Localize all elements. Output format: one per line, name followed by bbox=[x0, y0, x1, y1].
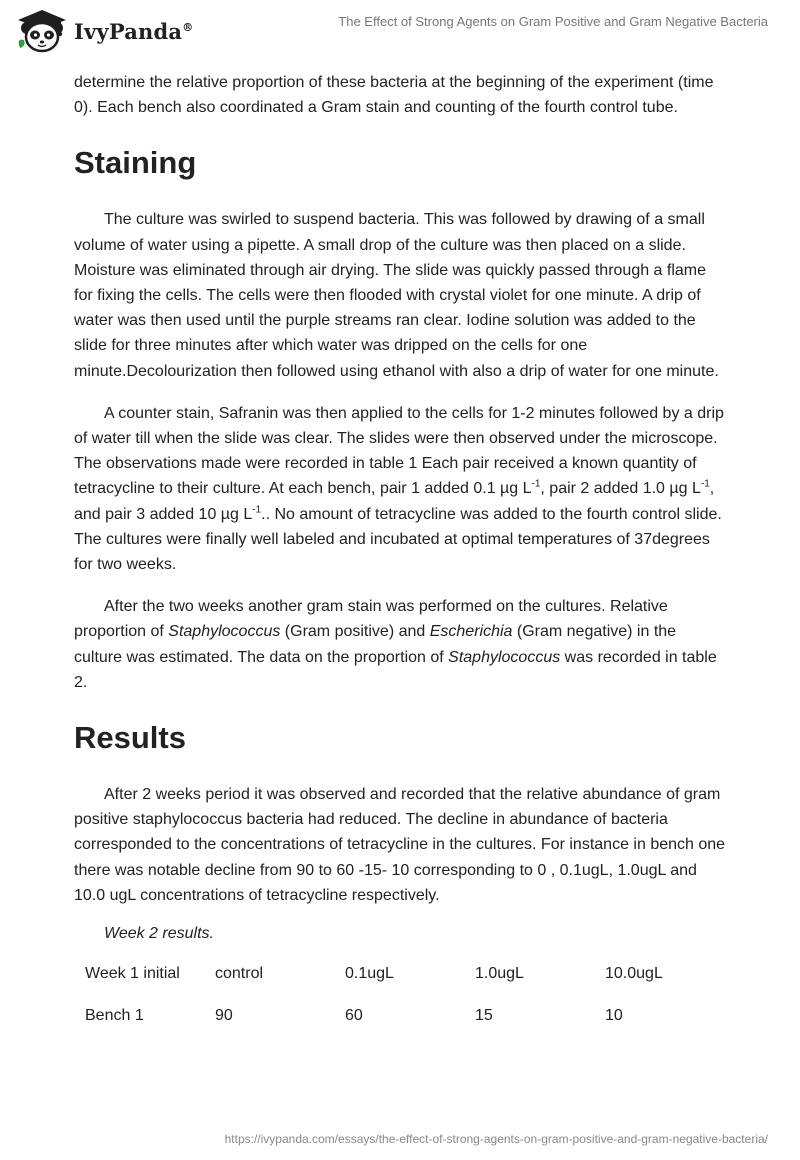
results-paragraph: After 2 weeks period it was observed and recorded that the relative abundance of gram positive staphylococcus bacteria had reduced. The decline in abundance of bacteria corresponded to the concentrations of tetracycline in the cultures. For instance in bench one there was notable decline from 90 to 60 -15- 10 corresponding to 0 , 0.1ugL, 1.0ugL and 10.0 ugL concentrations of tetracycline respectively. bbox=[74, 786, 726, 904]
brand-logo[interactable] bbox=[14, 8, 193, 54]
table-cell: 15 bbox=[475, 1007, 493, 1025]
intro-paragraph: determine the relative proportion of these bacteria at the beginning of the experiment (time 0). Each bench also coordinated a Gram stain and counting of the fourth control tube. bbox=[74, 74, 714, 117]
table-row bbox=[74, 995, 724, 1037]
document-title: The Effect of Strong Agents on Gram Positive and Gram Negative Bacteria bbox=[338, 14, 768, 29]
source-url[interactable]: https://ivypanda.com/essays/the-effect-of-strong-agents-on-gram-positive-and-gram-negative-bacteria/ bbox=[224, 1132, 768, 1146]
table-header-cell: control bbox=[215, 965, 264, 983]
table-header-cell: 1.0ugL bbox=[475, 965, 524, 983]
table-cell: 90 bbox=[215, 1007, 233, 1025]
table-cell: Bench 1 bbox=[85, 1007, 144, 1025]
staining-heading: Staining bbox=[74, 145, 197, 181]
table-caption: Week 2 results. bbox=[104, 925, 214, 943]
page-header bbox=[0, 0, 800, 62]
table-header-row bbox=[74, 953, 724, 995]
table-header-cell: 10.0ugL bbox=[605, 965, 663, 983]
registered-mark: ® bbox=[182, 20, 194, 34]
panda-logo-icon bbox=[14, 8, 70, 54]
staining-paragraph-1: The culture was swirled to suspend bacteria. This was followed by drawing of a small volume of water using a pipette. A small drop of the culture was then placed on a slide. Moisture was eliminated through air drying. The slide was quickly passed through a flame for fixing the cells. The cells were then flooded with crystal violet for one minute. A drip of water was then used until the purple streams ran clear. Iodine solution was added to the slide for three minutes after which water was dripped on the cells for one minute.Decolourization then followed using ethanol with also a drip of water for one minute. bbox=[74, 211, 719, 380]
essay-content bbox=[74, 70, 726, 1037]
staining-paragraph-2: A counter stain, Safranin was then applied to the cells for 1-2 minutes followed by a drip of water till when the slide was clear. The slides were then observed under the microscope. The observations made were recorded in table 1 Each pair received a known quantity of tetracycline to their culture. At each bench, pair 1 added 0.1 µg $L^{-1}$, pair 2 added 1.0 µg $L^{-1}$, and pair 3 added 10 µg $L^{-1}$.. No amount of tetracycline was added to the fourth control slide. The cultures were finally well labeled and incubated at optimal temperatures of 37degrees for two weeks. bbox=[74, 404, 724, 574]
results-heading: Results bbox=[74, 720, 186, 756]
table-header-cell: Week 1 initial bbox=[85, 965, 180, 983]
staining-paragraph-3: After the two weeks another gram stain was performed on the cultures. Relative proportion of Staphylococcus (Gram positive) and Escherichia (Gram negative) in the culture was estimated. The data on the proportion of Staphylococcus was recorded in table 2. bbox=[74, 598, 717, 691]
table-cell: 60 bbox=[345, 1007, 363, 1025]
brand-name: IvyPanda® bbox=[74, 18, 194, 44]
results-table bbox=[74, 953, 724, 1037]
table-cell: 10 bbox=[605, 1007, 623, 1025]
table-header-cell: 0.1ugL bbox=[345, 965, 394, 983]
